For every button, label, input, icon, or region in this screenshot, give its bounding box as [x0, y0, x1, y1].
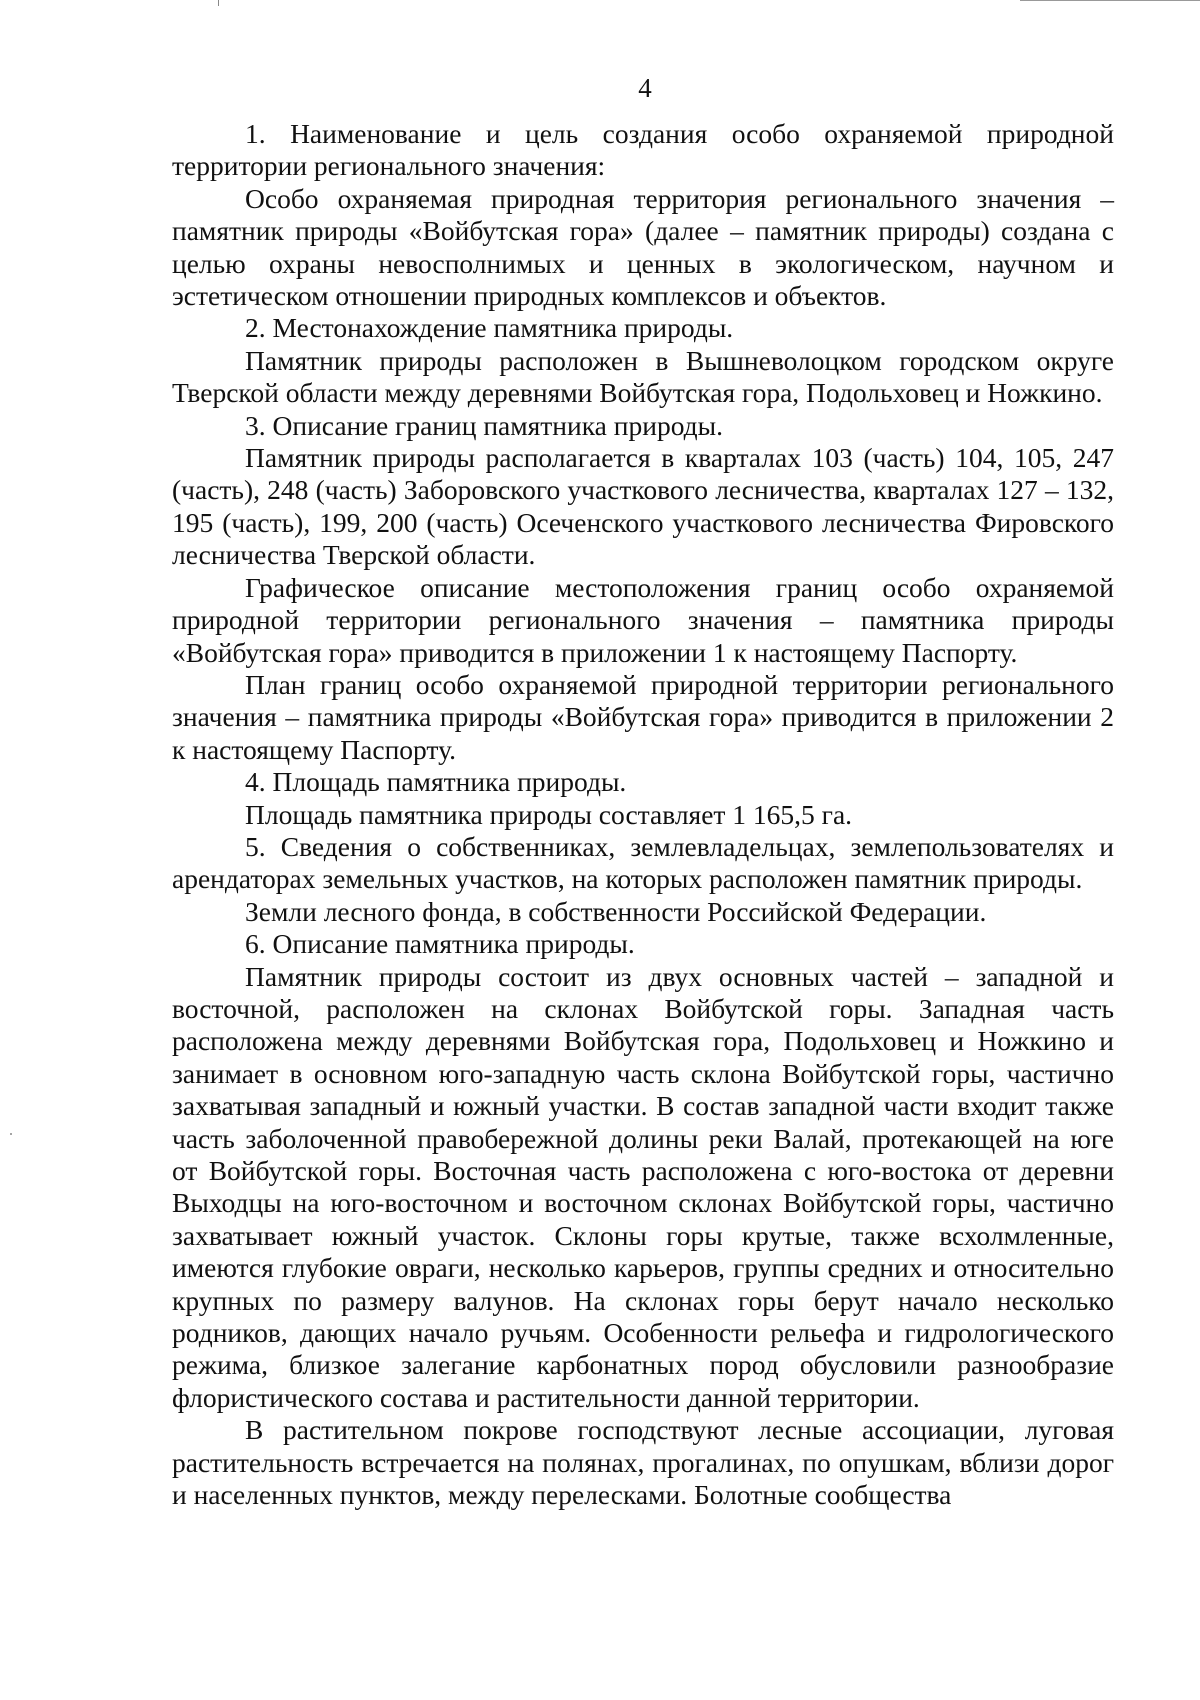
paragraph-section-3-text: Памятник природы располагается в кварталах 103 (часть) 104, 105, 247 (часть), 248 (часть) Заборовского участкового лесничества, кварталах 127 – 132, 195 (часть), 199, 200 (часть) Осеченского участкового лесничества Фировского лесничества Тверской области.	[172, 442, 1114, 571]
paragraph-section-1-heading: 1. Наименование и цель создания особо охраняемой природной территории регионального значения:	[172, 118, 1114, 182]
paragraph-section-4-heading: 4. Площадь памятника природы.	[245, 766, 627, 798]
paragraph-section-6-text: Памятник природы состоит из двух основных частей – западной и восточной, расположен на склонах Войбутской горы. Западная часть расположена между деревнями Войбутская гора, Подольховец и Ножкино и занимает в основном юго-западную часть склона Войбутской горы, частично захватывая западный и южный участки. В состав западной части входит также часть заболоченной правобережной долины реки Валай, протекающей на юге от Войбутской горы. Восточная часть расположена с юго-востока от деревни Выходцы на юго-восточном и восточном склонах Войбутской горы, частично захватывает южный участок. Склоны горы крутые, также всхолмленные, имеются глубокие овраги, несколько карьеров, группы средних и относительно крупных по размеру валунов. На склонах горы берут начало несколько родников, дающих начало ручьям. Особенности рельефа и гидрологического режима, близкое залегание карбонатных пород обусловили разнообразие флористического состава и растительности данной территории.	[172, 960, 1114, 1413]
scan-artifact-dot	[10, 1133, 12, 1135]
paragraph-section-1-text: Особо охраняемая природная территория регионального значения – памятник природы «Войбутская гора» (далее – памятник природы) создана с целью охраны невосполнимых и ценных в экологическом, научном и эстетическом отношении природных комплексов и объектов.	[172, 182, 1114, 312]
scan-artifact-mark	[218, 0, 223, 6]
paragraph-section-5-heading: 5. Сведения о собственниках, землевладельцах, землепользователях и арендаторах земельных участков, на которых расположен памятник природы.	[172, 830, 1114, 895]
page-number: 4	[638, 73, 652, 103]
paragraph-section-3-plan: План границ особо охраняемой природной территории регионального значения – памятника природы «Войбутская гора» приводится в приложении 2 к настоящему Паспорту.	[172, 668, 1114, 765]
scan-artifact-line	[1020, 0, 1200, 1]
paragraph-section-2-heading: 2. Местонахождение памятника природы.	[245, 312, 734, 344]
paragraph-section-3-heading: 3. Описание границ памятника природы.	[245, 409, 724, 441]
paragraph-section-4-text: Площадь памятника природы составляет 1 165,5 га.	[245, 798, 853, 830]
paragraph-section-5-text: Земли лесного фонда, в собственности Российской Федерации.	[245, 895, 987, 927]
paragraph-section-6-heading: 6. Описание памятника природы.	[245, 928, 635, 960]
paragraph-section-6-vegetation: В растительном покрове господствуют лесные ассоциации, луговая растительность встречается на полянах, прогалинах, по опушкам, вблизи дорог и населенных пунктов, между перелесками. Болотные сообщества	[172, 1414, 1114, 1511]
paragraph-section-3-graphic-description: Графическое описание местоположения границ особо охраняемой природной территории регионального значения – памятника природы «Войбутская гора» приводится в приложении 1 к настоящему Паспорту.	[172, 571, 1114, 668]
paragraph-section-2-text: Памятник природы расположен в Вышневолоцком городском округе Тверской области между деревнями Войбутская гора, Подольховец и Ножкино.	[172, 344, 1114, 409]
document-body	[172, 118, 1114, 1511]
